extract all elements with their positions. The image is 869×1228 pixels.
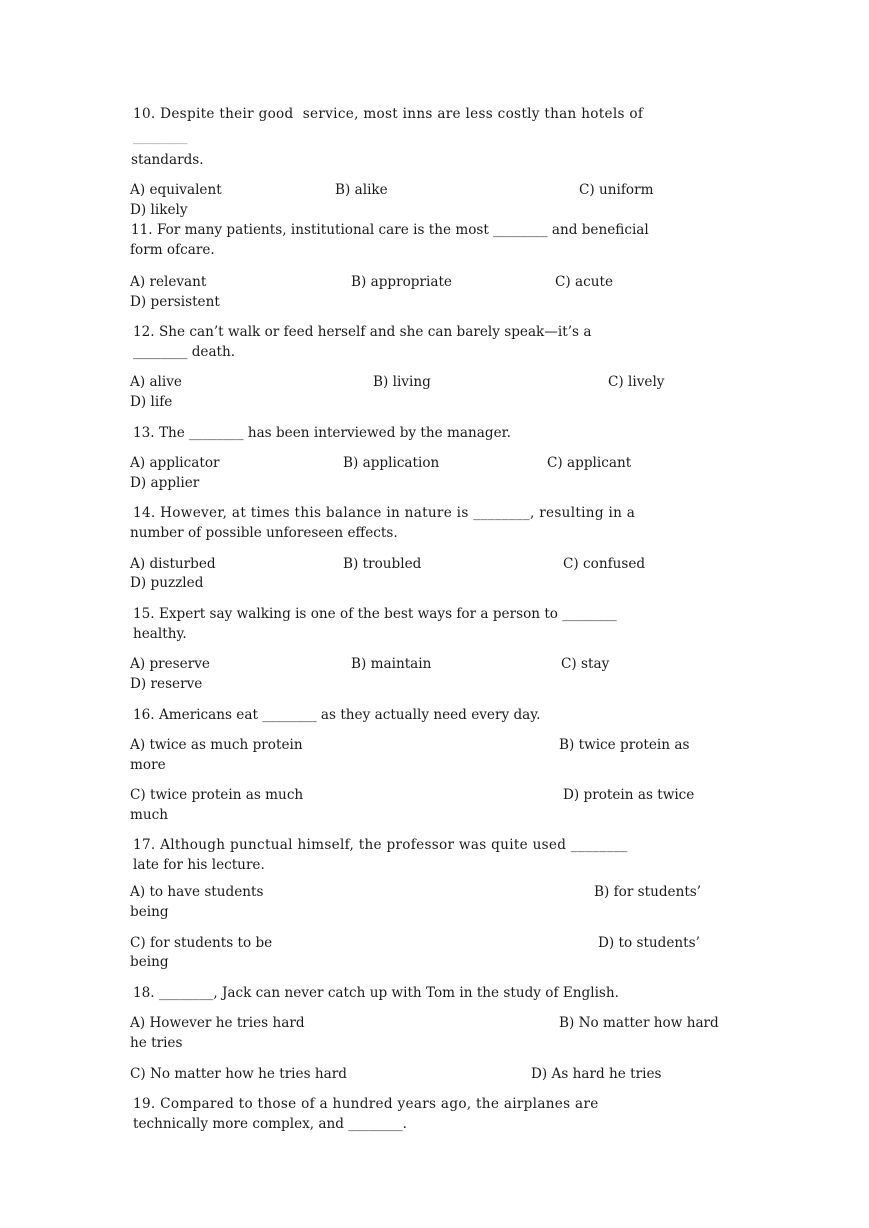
q17-option-b-wrap: being xyxy=(130,904,169,920)
q10-option-d[interactable]: D) likely xyxy=(130,202,188,218)
q17-option-d-wrap: being xyxy=(130,954,169,970)
q15-stem-line2: healthy. xyxy=(133,626,187,642)
q11-option-a[interactable]: A) relevant xyxy=(130,274,207,290)
q18-option-b[interactable]: B) No matter how hard xyxy=(559,1015,719,1031)
q16-option-b[interactable]: B) twice protein as xyxy=(559,737,690,753)
q14-stem-line2: number of possible unforeseen effects. xyxy=(130,525,398,541)
q18-option-b-wrap: he tries xyxy=(130,1035,183,1051)
q11-stem-line1: 11. For many patients, institutional care is the most ________ and beneficial xyxy=(131,222,649,238)
q16-option-a[interactable]: A) twice as much protein xyxy=(130,737,303,753)
q12-option-a[interactable]: A) alive xyxy=(130,374,182,390)
q18-option-c[interactable]: C) No matter how he tries hard xyxy=(130,1066,347,1082)
q10-blank: ________ xyxy=(133,129,188,145)
q10-option-b[interactable]: B) alike xyxy=(335,182,388,198)
q17-stem-line1: 17. Although punctual himself, the professor was quite used ________ xyxy=(133,837,628,853)
q17-option-d[interactable]: D) to students’ xyxy=(598,935,700,951)
q12-option-d[interactable]: D) life xyxy=(130,394,173,410)
q14-option-a[interactable]: A) disturbed xyxy=(130,556,216,572)
q12-option-b[interactable]: B) living xyxy=(373,374,431,390)
q16-option-c[interactable]: C) twice protein as much xyxy=(130,787,304,803)
q16-stem-line1: 16. Americans eat ________ as they actually need every day. xyxy=(133,707,541,723)
q12-stem-line2: ________ death. xyxy=(133,344,236,360)
q17-option-a[interactable]: A) to have students xyxy=(130,884,264,900)
q15-option-b[interactable]: B) maintain xyxy=(351,656,432,672)
q13-option-a[interactable]: A) applicator xyxy=(130,455,220,471)
q19-stem-line2: technically more complex, and ________. xyxy=(133,1116,407,1132)
q13-option-c[interactable]: C) applicant xyxy=(547,455,632,471)
q10-option-a[interactable]: A) equivalent xyxy=(130,182,222,198)
q17-option-c[interactable]: C) for students to be xyxy=(130,935,273,951)
q10-option-c[interactable]: C) uniform xyxy=(579,182,654,198)
q16-option-b-wrap: more xyxy=(130,757,166,773)
q14-stem-line1: 14. However, at times this balance in nature is ________, resulting in a xyxy=(133,505,636,521)
q16-option-d[interactable]: D) protein as twice xyxy=(563,787,695,803)
q14-option-d[interactable]: D) puzzled xyxy=(130,575,204,591)
q19-stem-line1: 19. Compared to those of a hundred years ago, the airplanes are xyxy=(133,1096,599,1112)
q16-option-d-wrap: much xyxy=(130,807,169,823)
q18-option-a[interactable]: A) However he tries hard xyxy=(130,1015,305,1031)
q17-option-b[interactable]: B) for students’ xyxy=(594,884,702,900)
q11-option-c[interactable]: C) acute xyxy=(555,274,614,290)
q10-stem-line2: standards. xyxy=(131,152,204,168)
q11-option-b[interactable]: B) appropriate xyxy=(351,274,452,290)
q18-option-d[interactable]: D) As hard he tries xyxy=(531,1066,662,1082)
q15-option-c[interactable]: C) stay xyxy=(561,656,610,672)
q13-option-d[interactable]: D) applier xyxy=(130,475,200,491)
q15-stem-line1: 15. Expert say walking is one of the best ways for a person to ________ xyxy=(133,606,617,622)
q18-stem-line1: 18. ________, Jack can never catch up with Tom in the study of English. xyxy=(133,985,619,1001)
q10-stem-line1: 10. Despite their good service, most inns are less costly than hotels of xyxy=(133,106,644,122)
q17-stem-line2: late for his lecture. xyxy=(133,857,265,873)
q11-option-d[interactable]: D) persistent xyxy=(130,294,220,310)
q13-option-b[interactable]: B) application xyxy=(343,455,440,471)
q11-stem-line2: form ofcare. xyxy=(130,242,215,258)
q13-stem-line1: 13. The ________ has been interviewed by the manager. xyxy=(133,425,511,441)
q15-option-a[interactable]: A) preserve xyxy=(130,656,210,672)
q14-option-b[interactable]: B) troubled xyxy=(343,556,422,572)
q12-stem-line1: 12. She can’t walk or feed herself and she can barely speak—it’s a xyxy=(133,324,592,340)
q12-option-c[interactable]: C) lively xyxy=(608,374,665,390)
q15-option-d[interactable]: D) reserve xyxy=(130,676,203,692)
q14-option-c[interactable]: C) confused xyxy=(563,556,646,572)
